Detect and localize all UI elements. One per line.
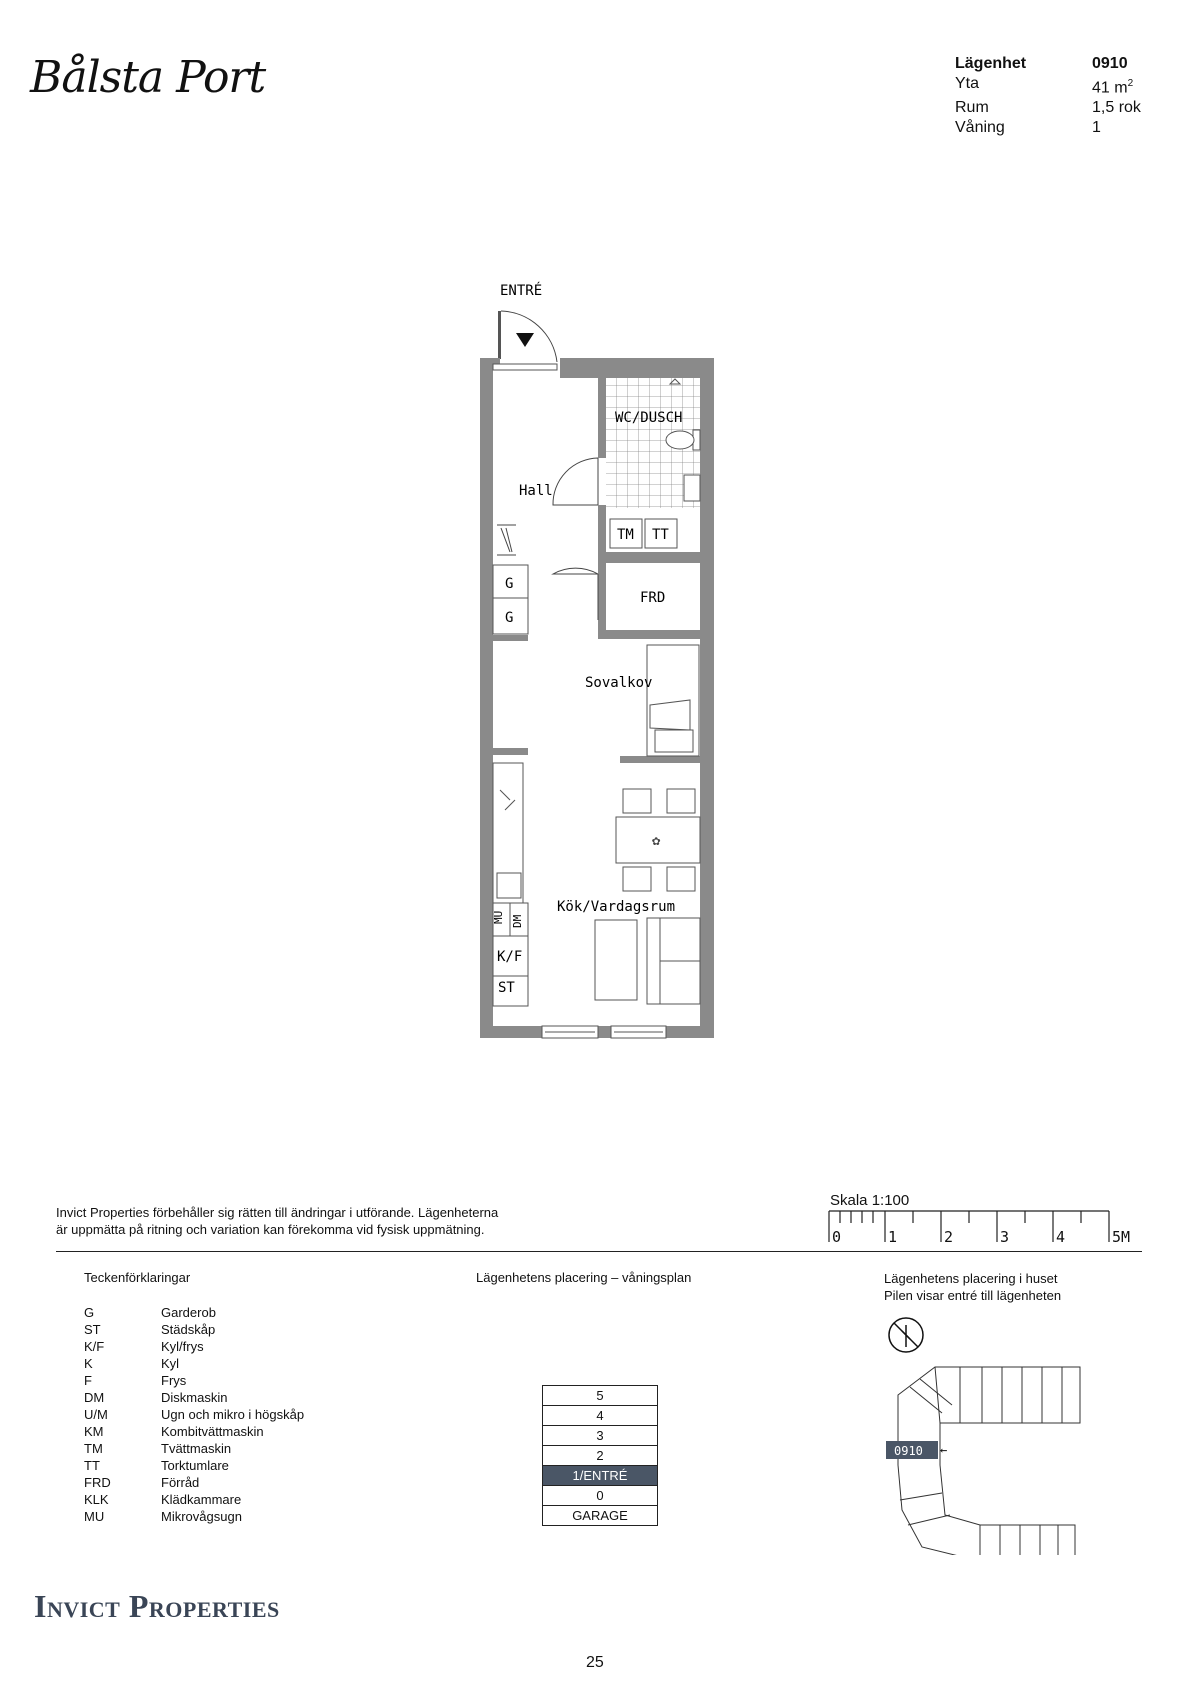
room-wc: WC/DUSCH [615, 410, 683, 426]
floor-stack [542, 1385, 658, 1526]
legend-item: K/F Kyl/frys [84, 1339, 204, 1354]
apartment-label: Lägenhet [955, 55, 1027, 72]
legend-item: KM Kombitvättmaskin [84, 1424, 264, 1439]
living-furniture [595, 918, 700, 1004]
floor-2: 2 [543, 1446, 657, 1466]
floor-value: 1 [1092, 119, 1101, 137]
floors-title: Lägenhetens placering – våningsplan [476, 1270, 692, 1285]
room-mu: MU [492, 910, 505, 924]
legend-item: F Frys [84, 1373, 187, 1388]
legend-item: MU Mikrovågsugn [84, 1509, 242, 1524]
bathroom-door [553, 458, 598, 505]
storage-door [553, 568, 598, 620]
flower-icon: ✿ [652, 833, 661, 849]
coat-rack [497, 525, 516, 555]
legend-item: U/M Ugn och mikro i högskåp [84, 1407, 305, 1422]
scale-tick-3: 3 [1000, 1228, 1010, 1246]
area-value: 41 $m^2$ [1092, 78, 1134, 97]
scale-tick-4: 4 [1056, 1228, 1066, 1246]
floor-5: 5 [543, 1386, 657, 1406]
logo: Bålsta Port [30, 52, 266, 103]
scale-tick-1: 1 [888, 1228, 898, 1246]
disclaimer: Invict Properties förbehåller sig rätten till ändringar i utförande. Lägenheterna är uppmätta på ritning och variation kan förekomma vid fysisk uppmätning. [56, 1205, 499, 1237]
legend-item: ST Städskåp [84, 1322, 216, 1337]
brand-footer: Invict Properties [34, 1588, 280, 1624]
scale-title: Skala 1:100 [830, 1192, 910, 1209]
entrance-arrow-icon [516, 333, 534, 347]
entrance-opening [493, 364, 557, 370]
room-dm: DM [511, 914, 524, 928]
sink-icon [684, 475, 700, 501]
room-tt: TT [652, 527, 669, 543]
rooms-label: Rum [955, 99, 989, 117]
scale-tick-5: 5M [1112, 1228, 1131, 1246]
floor-1-active: 1/ENTRÉ [543, 1466, 657, 1486]
room-sovalkov: Sovalkov [585, 675, 653, 691]
area-sup: 2 [1127, 78, 1134, 89]
toilet-icon [666, 430, 700, 450]
bed [647, 645, 699, 756]
legend-item: TT Torktumlare [84, 1458, 229, 1473]
house-location-title: Lägenhetens placering i huset Pilen visar entré till lägenheten [884, 1271, 1062, 1303]
kitchen-counter [493, 763, 528, 1006]
room-frd: FRD [640, 590, 666, 606]
floor-3: 3 [543, 1426, 657, 1446]
scale-tick-2: 2 [944, 1228, 954, 1246]
area-label: Yta [955, 75, 980, 92]
floor-4: 4 [543, 1406, 657, 1426]
rooms-value: 1,5 rok [1092, 99, 1141, 117]
apartment-tag: 0910 [894, 1444, 923, 1458]
legend-title: Teckenförklaringar [84, 1270, 191, 1285]
entrance-label: ENTRÉ [500, 283, 543, 299]
legend-item: DM Diskmaskin [84, 1390, 228, 1405]
page-number: 25 [586, 1654, 604, 1671]
apartment-number: 0910 [1092, 55, 1128, 72]
room-hall: Hall [519, 483, 553, 499]
legend-item: G Garderob [84, 1305, 216, 1320]
legend-list [84, 1304, 304, 1525]
floor-garage: GARAGE [572, 1508, 628, 1523]
room-g1: G [505, 576, 514, 592]
floor-0: 0 [543, 1486, 657, 1506]
section-divider [56, 1251, 1142, 1252]
scale-bar [825, 1206, 1145, 1248]
compass-icon [889, 1318, 923, 1352]
room-st: ST [498, 980, 515, 996]
room-kf: K/F [497, 949, 523, 965]
legend-item: FRD Förråd [84, 1475, 200, 1490]
legend-item: TM Tvättmaskin [84, 1441, 232, 1456]
room-tm: TM [617, 527, 634, 543]
entrance-door [498, 311, 557, 362]
legend-item: KLK Klädkammare [84, 1492, 242, 1507]
legend-item: K Kyl [84, 1356, 180, 1371]
entry-arrow-icon: ← [940, 1443, 948, 1457]
scale-tick-0: 0 [832, 1228, 842, 1246]
room-g2: G [505, 610, 514, 626]
floor-label: Våning [955, 119, 1005, 137]
house-map [880, 1315, 1140, 1555]
room-kok: Kök/Vardagsrum [557, 899, 676, 915]
